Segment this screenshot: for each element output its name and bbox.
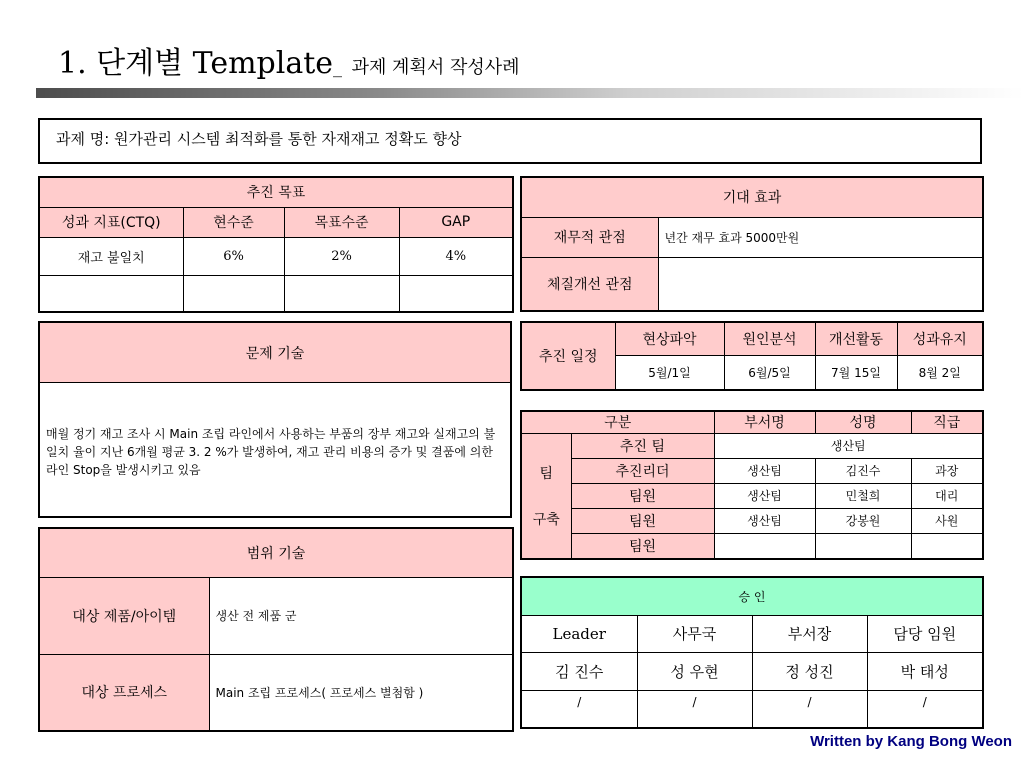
team-side-top: 팀: [539, 465, 554, 482]
approval-table: [520, 576, 984, 729]
title-underline-bar: [36, 88, 1024, 98]
title-subtitle: 과제 계획서 작성사례: [351, 57, 520, 78]
schedule-date: 7월 15일: [815, 355, 897, 390]
goal-cell-target: 2%: [284, 237, 399, 275]
scope-row: [39, 577, 513, 654]
team-dept: 생산팀: [714, 508, 815, 533]
problem-box: [38, 321, 512, 518]
team-role: 추진리더: [571, 458, 714, 483]
team-row: [521, 533, 983, 559]
goal-cell-current: 6%: [183, 237, 284, 275]
team-role: 팀원: [571, 508, 714, 533]
effect-table: [520, 176, 984, 312]
scope-row: [39, 654, 513, 731]
goal-col-current: 현수준: [183, 207, 284, 237]
team-header-row: [521, 411, 983, 433]
team-role: 팀원: [571, 483, 714, 508]
effect-header: 기대 효과: [521, 177, 983, 217]
team-row: [521, 508, 983, 533]
approval-date: /: [867, 690, 983, 728]
scope-table: [38, 527, 514, 732]
scope-value-process: Main 조립 프로세스( 프로세스 별첨함 ): [209, 654, 513, 731]
approval-name: 박 태성: [867, 652, 983, 690]
approval-role: 담당 임원: [867, 615, 983, 652]
approval-date: /: [752, 690, 867, 728]
team-col-dept: 부서명: [714, 411, 815, 433]
approval-name: 정 성진: [752, 652, 867, 690]
team-rank: 과장: [911, 458, 983, 483]
team-col-division: 구분: [521, 411, 714, 433]
goal-column-row: [39, 207, 513, 237]
team-side-label: [521, 433, 571, 559]
scope-label-product: 대상 제품/아이템: [39, 577, 209, 654]
approval-name: 성 우현: [637, 652, 752, 690]
problem-header-text: 문제 기술: [245, 345, 305, 362]
team-col-name: 성명: [815, 411, 911, 433]
approval-role-row: [521, 615, 983, 652]
scope-value-product: 생산 전 제품 군: [209, 577, 513, 654]
team-rank: 사원: [911, 508, 983, 533]
team-name: 강봉원: [815, 508, 911, 533]
page-title: [58, 38, 520, 82]
effect-label-financial: 재무적 관점: [521, 217, 658, 257]
effect-row: [521, 217, 983, 257]
team-rank: 대리: [911, 483, 983, 508]
goal-header: 추진 목표: [39, 177, 513, 207]
team-role: 추진 팀: [571, 433, 714, 458]
schedule-phase-row: [521, 322, 983, 355]
goal-cell-gap: [399, 275, 513, 312]
goal-cell-gap: 4%: [399, 237, 513, 275]
approval-name-row: [521, 652, 983, 690]
goal-cell-ctq: 재고 불일치: [39, 237, 183, 275]
schedule-phase: 개선활동: [815, 322, 897, 355]
goal-cell-target: [284, 275, 399, 312]
team-side-bottom: 구축: [532, 511, 560, 528]
approval-date-row: [521, 690, 983, 728]
team-dept: 생산팀: [714, 458, 815, 483]
team-dept: [714, 533, 815, 559]
approval-role: 사무국: [637, 615, 752, 652]
team-role: 팀원: [571, 533, 714, 559]
problem-text: 매월 정기 재고 조사 시 Main 조립 라인에서 사용하는 부품의 장부 재고와 실재고의 불일치 율이 지난 6개월 평균 3. 2 %가 발생하여, 재고 관리 비용의 증가 및 결품에 의한 라인 Stop을 발생시키고 있음: [46, 427, 496, 477]
schedule-phase: 원인분석: [724, 322, 815, 355]
team-row: [521, 458, 983, 483]
schedule-date: 6월/5일: [724, 355, 815, 390]
approval-date: /: [521, 690, 637, 728]
goal-row: [39, 275, 513, 312]
schedule-date: 8월 2일: [897, 355, 983, 390]
team-row: [521, 483, 983, 508]
title-underscore: _: [333, 57, 343, 78]
effect-value-financial: 년간 재무 효과 5000만원: [658, 217, 983, 257]
project-name-text: 과제 명: 원가관리 시스템 최적화를 통한 자재재고 정확도 향상: [56, 130, 462, 148]
schedule-phase: 성과유지: [897, 322, 983, 355]
goal-col-target: 목표수준: [284, 207, 399, 237]
schedule-label: 추진 일정: [521, 322, 615, 390]
team-row: [521, 433, 983, 458]
schedule-phase: 현상파악: [615, 322, 724, 355]
goal-col-gap: GAP: [399, 207, 513, 237]
team-name: [815, 533, 911, 559]
goal-col-ctq: 성과 지표(CTQ): [39, 207, 183, 237]
effect-row: [521, 257, 983, 311]
goal-cell-ctq: [39, 275, 183, 312]
goal-table: [38, 176, 514, 313]
schedule-date: 5월/1일: [615, 355, 724, 390]
approval-date: /: [637, 690, 752, 728]
goal-row: [39, 237, 513, 275]
author-footer: Written by Kang Bong Weon: [810, 733, 1012, 750]
scope-label-process: 대상 프로세스: [39, 654, 209, 731]
team-rank: [911, 533, 983, 559]
team-dept: 생산팀: [714, 483, 815, 508]
problem-header: [40, 323, 510, 383]
goal-cell-current: [183, 275, 284, 312]
schedule-table: [520, 321, 984, 391]
effect-value-structural: [658, 257, 983, 311]
scope-header: 범위 기술: [39, 528, 513, 577]
approval-header: 승 인: [521, 577, 983, 615]
project-name-box: [38, 118, 982, 164]
approval-role: 부서장: [752, 615, 867, 652]
approval-role: Leader: [521, 615, 637, 652]
team-table: [520, 410, 984, 560]
team-name: 김진수: [815, 458, 911, 483]
team-name: 민철희: [815, 483, 911, 508]
team-col-rank: 직급: [911, 411, 983, 433]
team-lead-dept: 생산팀: [714, 433, 983, 458]
effect-label-structural: 체질개선 관점: [521, 257, 658, 311]
approval-name: 김 진수: [521, 652, 637, 690]
title-main-text: 1. 단계별 Template: [58, 46, 334, 81]
